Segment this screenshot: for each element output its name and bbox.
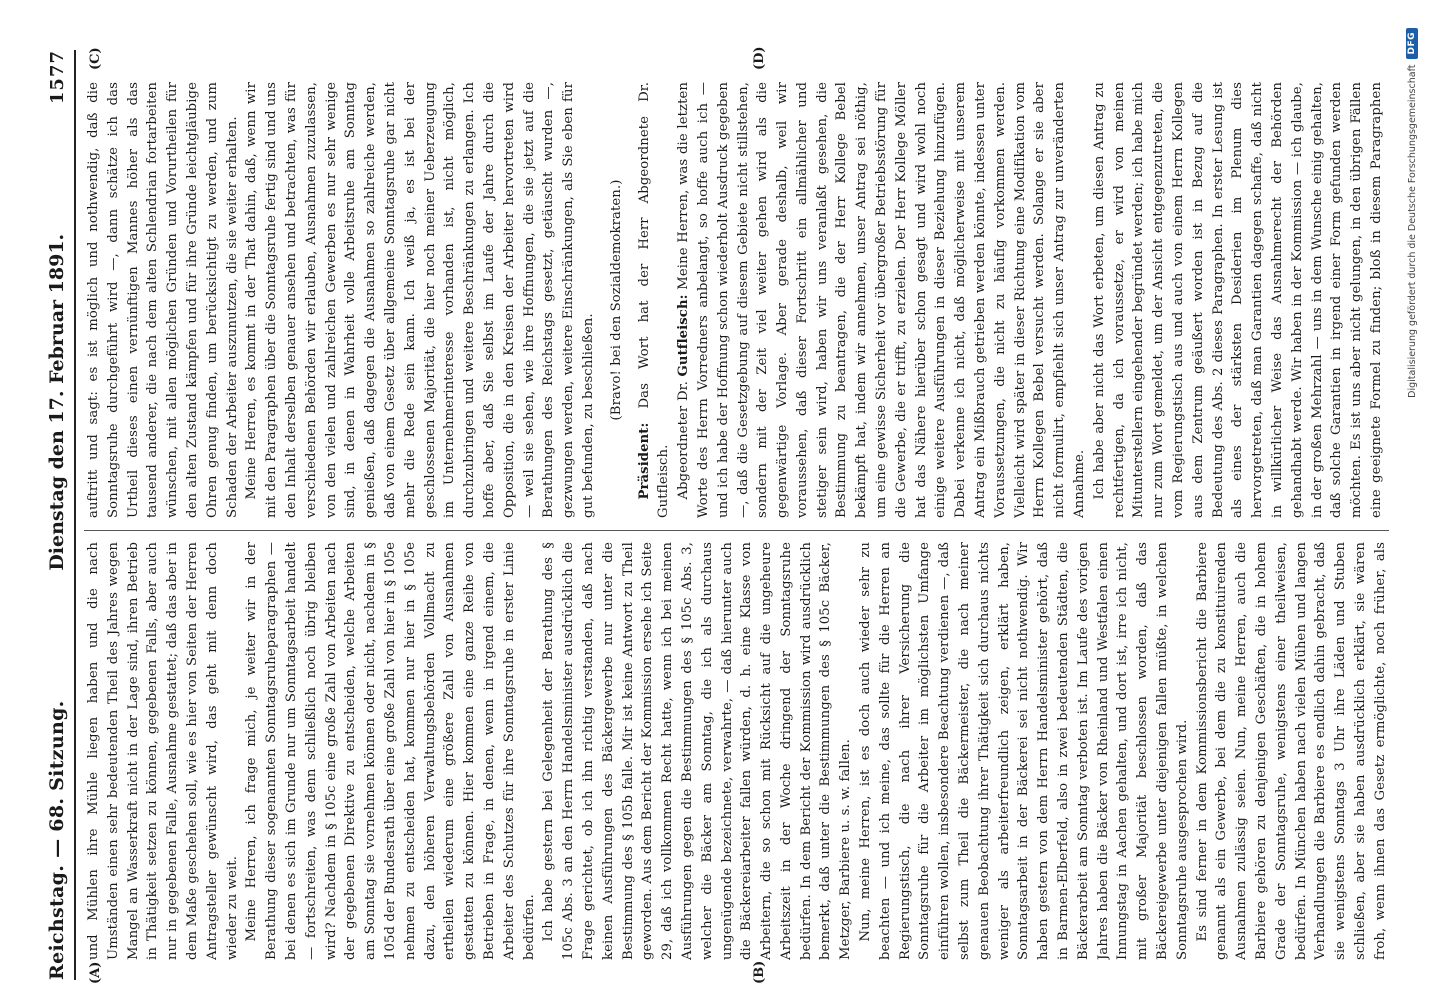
speaker-intro: Abgeordneter Dr. [676, 381, 692, 500]
president-statement [635, 82, 675, 518]
paragraph: Ich habe gestern bei Gelegenheit der Berathung des § 105c Abs. 3 an den Herrn Handelsminister ausdrücklich die Frage gerichtet, ob ich ihn richtig verstanden, daß nach keinen Ausführungen des Bäckergewerbe nur unter die Bestimmung des § 105b falle. Mir ist keine Antwort zu Theil geworden. Aus dem Bericht der Kommission ersehe ich Seite 29, daß ich vollkommen Recht hatte, wenn ich bei meinen Ausführungen gegen die Bestimmungen des § 105c Abs. 3, welcher die Bäcker am Sonntag, die ich als durchaus ungenügende bezeichnete, verwahrte, — daß hierunter auch die Bäckereiarbeiter fallen würden, d. h. eine Klasse von Arbeitern, die so schon mit Rücksicht auf die ungeheure Arbeitszeit in der Woche dringend der Sonntagsruhe bedürfen. In dem Bericht der Kommission wird ausdrücklich bemerkt, daß unter die Bestimmungen des § 105c Bäcker, Metzger, Barbiere u. s. w. fallen. [541, 542, 854, 960]
applause-note: (Bravo! bei den Sozialdemokraten.) [608, 179, 624, 421]
text-column-right [84, 82, 1389, 518]
president-text: Das Wort hat der Herr Abgeordnete Dr. Gutfleisch. [636, 82, 672, 518]
margin-marker-d: (D) [752, 46, 767, 70]
paragraph: und Mühlen ihre Mühle liegen haben und die nach Umständen einen sehr bedeutenden Theil des Jahres wegen Mangel an Wasserkraft nicht in der Lage sind, ihren Betrieb in Thätigkeit setzen zu können, gegebenen Falls, aber auch nur in gegebenen Falle, Ausnahme gestattet; daß das aber in dem Maße geschehen soll, wie es hier von Seiten der Herren Antragsteller gewünscht wird, das geht mit denn doch wieder zu weit. [86, 542, 240, 960]
page-header [40, 50, 76, 980]
header-session: Reichstag. — 68. Sitzung. [46, 700, 68, 980]
speaker-paragraph [674, 82, 1090, 518]
text-column-left [84, 542, 1389, 960]
paragraph: Meine Herren, es kommt in der That dahin, daß, wenn wir mit den Paragraphen über die Sonntagsruhe fertig sind und uns den Inhalt derselben genauer ansehen und betrachten, was für verschiedenen Behörden wir erlauben, Ausnahmen zuzulassen, von den vielen und zahlreichen Gewerben es nur sehr wenige sind, in denen in Wahrheit volle Arbeitsruhe am Sonntag genießen, daß dagegen die Ausnahmen so zahlreiche werden, daß von einem Gesetz über allgemeine Sonntagsruhe gar nicht mehr die Rede sein kann. Ich weiß ja, es ist bei der geschlossenen Majorität, die hier noch meiner Ueberzeugung im Unternehmerinteresse vorhanden ist, nicht möglich, durchzubringen und weitere Beschränkungen zu erlangen. Ich hoffe aber, daß Sie selbst im Laufe der Jahre durch die Opposition, die in den Kreisen der Arbeiter hervortreten wird — weil sie sehen, wie ihre Hoffnungen, die sie jetzt auf die Berathungen des Reichstags gesetzt, getäuscht wurden —, gezwungen werden, weitere Einschränkungen, als Sie eben für gut befunden, zu beschließen. [244, 82, 596, 518]
paragraph: Nun, meine Herren, ist es doch auch wieder sehr zu beachten — und ich meine, das sollte für die Herren an Regierungstisch, die nach ihrer Versicherung die Sonntagsruhe für die Arbeiter im möglichsten Umfange einführen wollen, insbesondere Beachtung verdienen —, daß selbst zum Theil die Bäckermeister, die nach meiner genauen Beobachtung ihrer Thätigkeit sich durchaus nichts weniger als arbeiterfreundlich zeigen, erklärt haben, Sonntagsarbeit in der Bäckerei sei nicht nothwendig. Wir haben gestern von dem Herrn Handelsminister gehört, daß in Barmen-Elberfeld, also in zwei bedeutenden Städten, die Bäckerarbeit am Sonntag verboten ist. Im Laufe des vorigen Jahres haben die Bäcker von Rheinland und Westfalen einen Innungstag in Aachen gehalten, und dort ist, irre ich nicht, mit großer Majorität beschlossen worden, daß das Bäckereigewerbe unter diejenigen fallen müßte, in welchen Sonntagsruhe ausgesprochen wird. [858, 542, 1190, 960]
digitization-footer [1402, 0, 1422, 1000]
speaker-name: Gutfleisch: [676, 294, 692, 377]
page-number: 1577 [46, 50, 68, 105]
paragraph: auftritt und sagt: es ist möglich und nothwendig, daß die Sonntagsruhe durchgeführt wird —, dann schätze ich das Urtheil dieses einen vernünftigen Mannes höher als das tausend anderer, die nach dem alten Schlendrian fortarbeiten wünschen, mit allen möglichen Gründen und Vorurtheilen für den alten Zustand kämpfen und für ihre Gründe leichtgläubige Ohren genug finden, um berücksichtigt zu werden, und zum Schaden der Arbeiter auszunutzen, die sie weiter erhalten. [86, 82, 240, 518]
digitization-note: Digitalisierung gefördert durch die Deutsche Forschungsgemeinschaft [1406, 64, 1418, 398]
margin-marker-a: (A) [88, 961, 103, 984]
dfg-logo: DFG [1406, 28, 1418, 59]
paragraph: Ich habe aber nicht das Wort erbeten, um diesen Antrag zu rechtfertigen, da ich voraussetze, er wird von meinen Mitunterstellern eingehender begründet werden; ich habe mich nur zum Wort gemeldet, um der Ansicht entgegenzutreten, die vom Regierungstisch aus und auch von einem Herrn Kollegen aus dem Zentrum geäußert worden ist in Bezug auf die Bedeutung des Abs. 2 dieses Paragraphen. In erster Lesung ist als eines der stärksten Desiderien im Plenum dies hervorgetreten, daß man Garantien dagegen schaffe, daß nicht in willkürlicher Weise das Ausnahmerecht der Behörden gehandhabt werde. Wir haben in der Kommission — ich glaube, in der großen Mehrzahl — uns in dem Wunsche einig gehalten, daß solche Garantien in irgend einer Form gefunden werden möchten. Es ist uns aber nicht gelungen, in den übrigen Fällen eine geeignete Formel zu finden; bloß in diesem Paragraphen [1091, 82, 1384, 518]
margin-marker-c: (C) [88, 47, 103, 70]
header-date: Dienstag den 17. Februar 1891. [46, 233, 68, 571]
speaker-text: Meine Herren, was die letzten Worte des Herrn Vorredners anbelangt, so hoffe auch ich — und ich habe der Hoffnung schon wiederholt Ausdruck gegeben —, daß die Gesetzgebung auf diesem Gebiete nicht stillstehen, sondern mit der Zeit viel weiter gehen wird als die gegenwärtige Vorlage. Aber gerade deshalb, weil wir voraussehen, daß dieser Fortschritt ein allmählicher und stetiger sein wird, haben wir uns veranlaßt gesehen, die Bestimmung zu beantragen, die der Herr Kollege Bebel bekämpft hat, indem wir annehmen, unser Antrag sei nöthig, um eine gewisse Sicherheit vor übergroßer Betriebsstörung für die Gewerbe, die er trifft, zu erzielen. Der Herr Kollege Möller hat das Nähere hierüber schon gesagt und wird wohl noch einige weitere Ausführungen in dieser Beziehung hinzufügen. Dabei verkenne ich nicht, daß möglicherweise mit unserem Antrag ein Mißbrauch getrieben werden könnte, indessen unter Voraussetzungen, die nicht zu häufig vorkommen werden. Vielleicht wird später in dieser Richtung eine Modifikation vom Herrn Kollegen Bebel versucht werden. Solange er sie aber nicht formulirt, empfiehlt sich unser Antrag zur unveränderten Annahme. [676, 82, 1088, 518]
president-label: Präsident: [636, 422, 652, 500]
paragraph: Es sind ferner in dem Kommissionsbericht die Barbiere genannt als ein Gewerbe, bei dem die zu konstituirenden Ausnahmen zulässig seien. Nun, meine Herren, auch die Barbiere gehören zu denjenigen Geschäften, die in hohem Grade der Sonntagsruhe, wenigstens einer theilweisen, bedürfen. In München haben nach vielen Mühen und langen Verhandlungen die Barbiere es endlich dahin gebracht, daß sie wenigstens Sonntags 3 Uhr ihre Läden und Stuben schließen, aber sie haben ausdrücklich erklärt, sie wären froh, wenn ihnen das Gesetz ermöglichte, noch früher, als [1194, 542, 1388, 960]
margin-marker-b: (B) [752, 960, 767, 984]
paragraph: Meine Herren, ich frage mich, je weiter wir in der Berathung dieser sogenannten Sonntagsruheparagraphen — bei denen es sich im Grunde nur um Sonntagsarbeit handelt — fortschreiten, was denn schließlich noch übrig bleiben wird? Nachdem in § 105c eine große Zahl von Arbeiten nach der gegebenen Direktive zu entscheiden, welche Arbeiten am Sonntag sie vornehmen können oder nicht, nachdem in § 105d der Bundesrath über eine große Zahl von hier in § 105e nehmen zu entscheiden hat, kommen nur hier in § 105e dazu, den höheren Verwaltungsbehörden Vollmacht zu ertheilen wiederum eine größere Zahl von Ausnahmen gestatten zu können. Hier kommen eine ganze Reihe von Betrieben in Frage, in denen, wenn in irgend einem, die Arbeiter des Schutzes für ihre Sonntagsruhe in erster Linie bedürfen. [244, 542, 537, 960]
column-divider [84, 530, 1389, 531]
